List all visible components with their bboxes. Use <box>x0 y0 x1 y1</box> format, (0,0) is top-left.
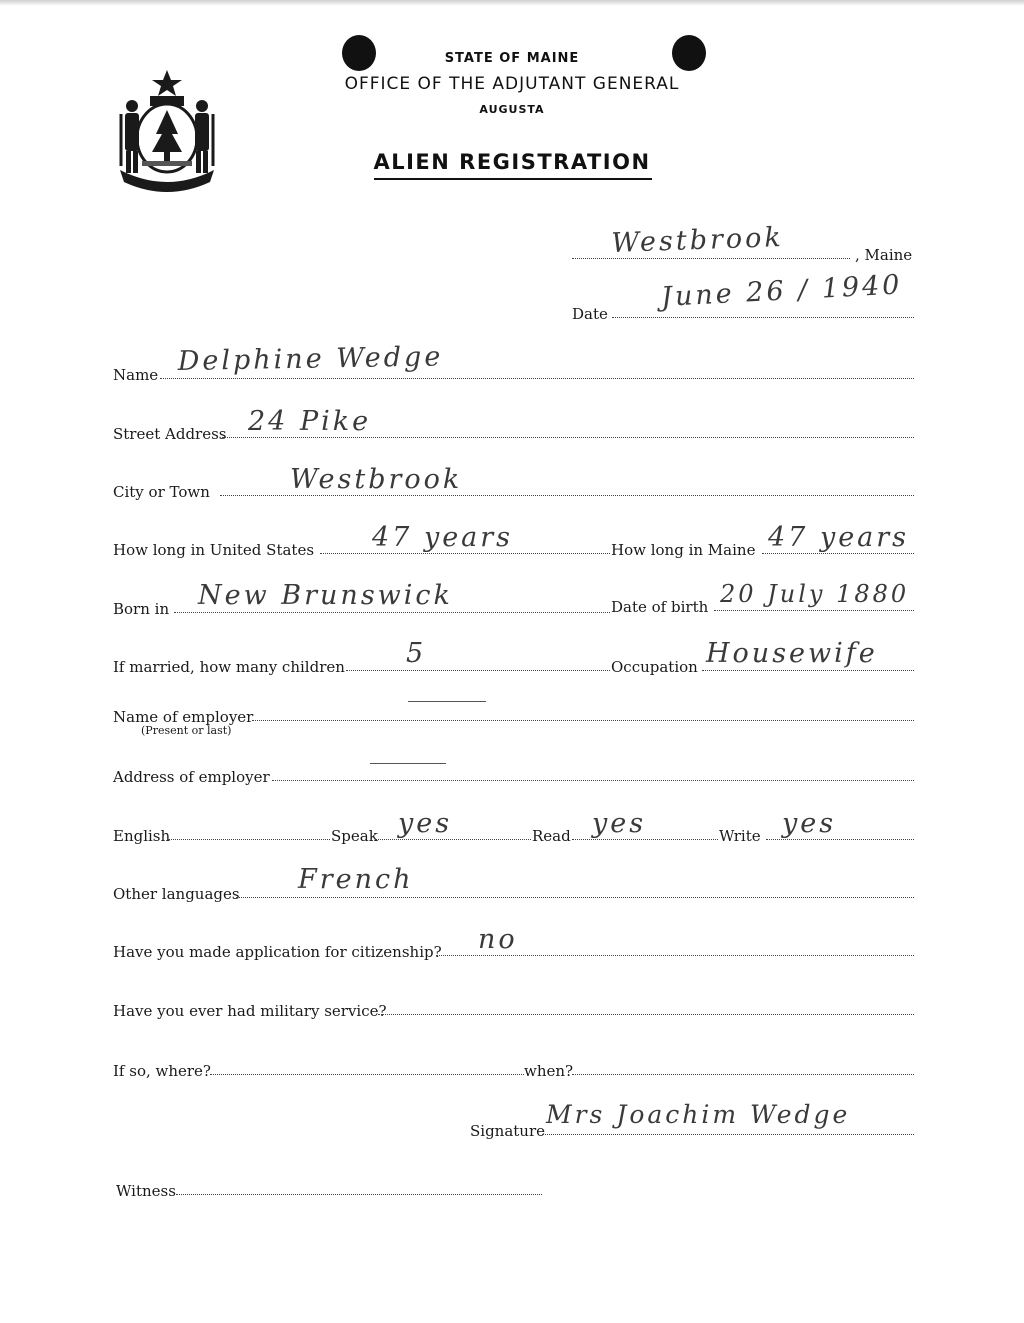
street-address-line <box>222 437 914 438</box>
other-languages-label: Other languages <box>113 885 240 903</box>
witness-label: Witness <box>116 1182 176 1200</box>
read-entry: yes <box>592 808 647 839</box>
occupation-line <box>702 670 914 671</box>
children-entry: 5 <box>406 638 427 669</box>
write-line <box>766 839 914 840</box>
military-service-label: Have you ever had military service? <box>113 1002 387 1020</box>
if-so-where-label: If so, where? <box>113 1062 211 1080</box>
name-of-employer-line <box>252 720 914 721</box>
name-of-employer-label: Name of employer <box>113 708 254 726</box>
english-label: English <box>113 827 171 845</box>
other-languages-entry: French <box>298 864 414 895</box>
citizenship-label: Have you made application for citizenship? <box>113 943 442 961</box>
write-label: Write <box>719 827 761 845</box>
signature-label: Signature <box>470 1122 546 1140</box>
name-entry: Delphine Wedge <box>177 341 444 377</box>
write-entry: yes <box>782 808 837 839</box>
english-line <box>168 839 330 840</box>
title-underline <box>374 178 652 180</box>
name-line <box>160 378 914 379</box>
employer-blank-dash <box>408 701 486 702</box>
citizenship-line <box>436 955 914 956</box>
header-city: AUGUSTA <box>479 103 545 116</box>
military-service-line <box>378 1014 914 1015</box>
date-entry: June 26 / 1940 <box>660 269 904 313</box>
born-in-line <box>174 612 610 613</box>
city-or-town-line <box>220 495 914 496</box>
scan-edge <box>0 0 1024 6</box>
city-or-town-label: City or Town <box>113 483 210 501</box>
occupation-label: Occupation <box>611 658 698 676</box>
address-blank-dash <box>370 763 446 764</box>
read-label: Read <box>532 827 571 845</box>
married-children-line <box>346 670 610 671</box>
date-line <box>612 317 914 318</box>
witness-line <box>176 1194 542 1195</box>
street-address-entry: 24 Pike <box>248 406 372 437</box>
address-of-employer-label: Address of employer <box>113 768 270 786</box>
present-or-last-note: (Present or last) <box>141 724 232 737</box>
how-long-maine-entry: 47 years <box>768 522 910 553</box>
occupation-entry: Housewife <box>706 638 878 669</box>
how-long-maine-line <box>762 553 914 554</box>
maine-suffix: , Maine <box>855 246 913 264</box>
if-so-where-line <box>210 1074 524 1075</box>
signature-entry: Mrs Joachim Wedge <box>546 1100 851 1129</box>
date-of-birth-label: Date of birth <box>611 598 709 616</box>
header-office: OFFICE OF THE ADJUTANT GENERAL <box>344 74 680 94</box>
how-long-us-entry: 47 years <box>372 522 514 553</box>
town-entry: Westbrook <box>610 222 785 259</box>
how-long-us-line <box>320 553 610 554</box>
when-line <box>572 1074 914 1075</box>
date-of-birth-line <box>714 610 914 611</box>
other-languages-line <box>236 897 914 898</box>
date-of-birth-entry: 20 July 1880 <box>720 580 910 608</box>
form-title: ALIEN REGISTRATION <box>373 150 651 174</box>
speak-entry: yes <box>398 808 453 839</box>
signature-line <box>542 1134 914 1135</box>
when-label: when? <box>524 1062 574 1080</box>
how-long-maine-label: How long in Maine <box>611 541 756 559</box>
speak-label: Speak <box>331 827 378 845</box>
street-address-label: Street Address <box>113 425 227 443</box>
date-label: Date <box>572 305 608 323</box>
how-long-us-label: How long in United States <box>113 541 315 559</box>
city-or-town-entry: Westbrook <box>290 464 463 495</box>
header-state: STATE OF MAINE <box>444 51 580 66</box>
name-label: Name <box>113 366 159 384</box>
born-in-entry: New Brunswick <box>198 580 453 611</box>
born-in-label: Born in <box>113 600 170 618</box>
read-line <box>572 839 718 840</box>
address-of-employer-line <box>272 780 914 781</box>
speak-line <box>375 839 531 840</box>
citizenship-entry: no <box>478 924 518 955</box>
married-children-label: If married, how many children <box>113 658 345 676</box>
